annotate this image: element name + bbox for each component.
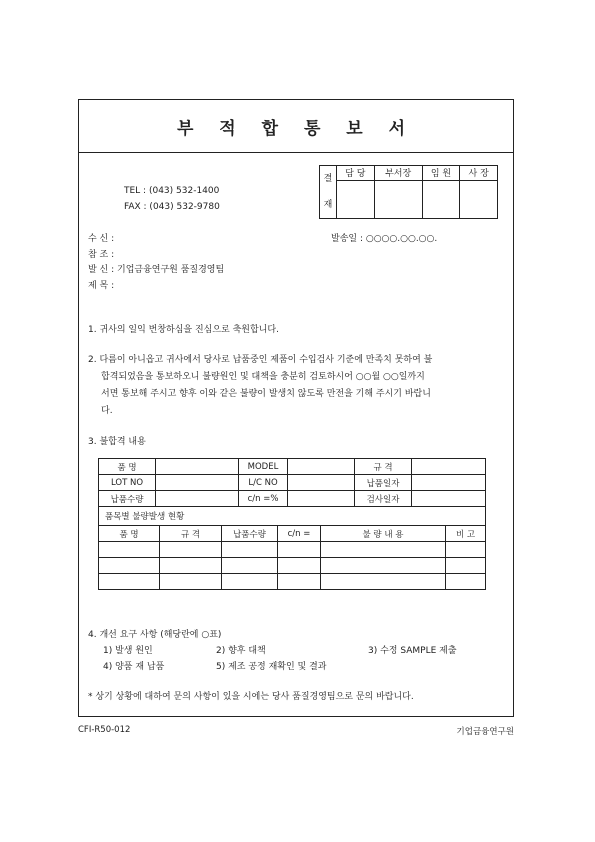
header-delivery-date: 납품일자 xyxy=(355,475,412,491)
approval-side-label xyxy=(320,166,337,219)
improvement-item-2: 2) 향후 대책 xyxy=(216,646,266,656)
tel-number: TEL : (043) 532-1400 xyxy=(124,186,220,196)
header-lc-no: L/C NO xyxy=(239,475,288,491)
recipient-field: 수 신 : xyxy=(88,234,115,244)
approval-side-label-top: 결 xyxy=(323,174,333,184)
col-remarks: 비 고 xyxy=(446,526,486,542)
paragraph-1: 1. 귀사의 일익 번창하심을 진심으로 축원합니다. xyxy=(88,325,279,335)
footer-organization: 기업금융연구원 xyxy=(456,727,514,737)
defect-table xyxy=(98,458,486,590)
col-delivery-qty: 납품수량 xyxy=(222,526,278,542)
header-lot-no: LOT NO xyxy=(99,475,156,491)
value-delivery-date xyxy=(412,475,486,491)
header-delivery-qty: 납품수량 xyxy=(99,491,156,507)
header-inspection-date: 검사일자 xyxy=(355,491,412,507)
col-spec: 규 격 xyxy=(160,526,222,542)
send-date: 발송일 : ○○○○.○○.○○. xyxy=(331,234,438,244)
header-cn: c/n =% xyxy=(239,491,288,507)
table-row xyxy=(99,574,485,590)
document-title: 부 적 합 통 보 서 xyxy=(176,119,416,139)
value-product-name xyxy=(156,459,239,475)
approval-header-staff: 담 당 xyxy=(337,166,375,181)
approval-header-executive: 임 원 xyxy=(422,166,460,181)
paragraph-2-line-3: 서면 통보해 주시고 향후 이와 같은 불량이 발생치 않도록 만전을 기해 주시기 바랍니 xyxy=(101,389,431,399)
header-model: MODEL xyxy=(239,459,288,475)
col-cn: c/n = xyxy=(278,526,321,542)
paragraph-2-line-4: 다. xyxy=(101,406,113,416)
header-spec: 규 격 xyxy=(355,459,412,475)
paragraph-2-line-2: 합격되었음을 통보하오니 불량원인 및 대책을 충분히 검토하시어 ○○월 ○○일까지 xyxy=(101,372,425,382)
paragraph-2-line-1: 2. 다름이 아니옵고 귀사에서 당사로 납품중인 제품이 수입검사 기준에 만족치 못하여 불 xyxy=(88,355,433,365)
col-product-name: 품 명 xyxy=(99,526,160,542)
approval-sign-executive xyxy=(422,180,460,218)
form-code: CFI-R50-012 xyxy=(78,725,131,735)
approval-header-dept-head: 부서장 xyxy=(374,166,422,181)
table-row xyxy=(99,491,486,507)
header-product-name: 품 명 xyxy=(99,459,156,475)
improvement-item-5: 5) 제조 공정 재확인 및 결과 xyxy=(216,662,327,672)
value-lot-no xyxy=(156,475,239,491)
improvement-item-4: 4) 양품 재 납품 xyxy=(103,662,165,672)
value-lc-no xyxy=(288,475,355,491)
approval-sign-president xyxy=(460,180,498,218)
approval-header-president: 사 장 xyxy=(460,166,498,181)
approval-sign-staff xyxy=(337,180,375,218)
defect-detail-table xyxy=(99,526,485,589)
value-spec xyxy=(412,459,486,475)
reference-field: 참 조 : xyxy=(88,250,115,260)
improvement-item-1: 1) 발생 원인 xyxy=(103,646,153,656)
improvement-item-3: 3) 수정 SAMPLE 제출 xyxy=(368,646,457,656)
col-defect-content: 불 량 내 용 xyxy=(321,526,446,542)
title-divider xyxy=(78,152,514,153)
section-3-heading: 3. 불합격 내용 xyxy=(88,437,146,447)
inquiry-note: * 상기 상황에 대하여 문의 사항이 있을 시에는 당사 품질경영팀으로 문의 바랍니다. xyxy=(88,692,414,702)
table-row xyxy=(99,526,486,590)
value-delivery-qty xyxy=(156,491,239,507)
defect-detail-cell xyxy=(99,526,486,590)
approval-side-label-bottom: 재 xyxy=(323,200,333,210)
sender-field: 발 신 : 기업금융연구원 품질경영팀 xyxy=(88,265,225,275)
value-inspection-date xyxy=(412,491,486,507)
table-row xyxy=(99,507,486,526)
value-cn xyxy=(288,491,355,507)
section-4-heading: 4. 개선 요구 사항 (해당란에 ○표) xyxy=(88,630,222,640)
approval-table xyxy=(319,165,498,219)
fax-number: FAX : (043) 532-9780 xyxy=(124,202,220,212)
approval-sign-dept-head xyxy=(374,180,422,218)
table-row xyxy=(99,558,485,574)
table-row xyxy=(99,542,485,558)
table-row xyxy=(99,459,486,475)
subject-field: 제 목 : xyxy=(88,281,115,291)
table-row xyxy=(99,475,486,491)
defect-subheading: 품목별 불량발생 현황 xyxy=(99,507,486,526)
value-model xyxy=(288,459,355,475)
